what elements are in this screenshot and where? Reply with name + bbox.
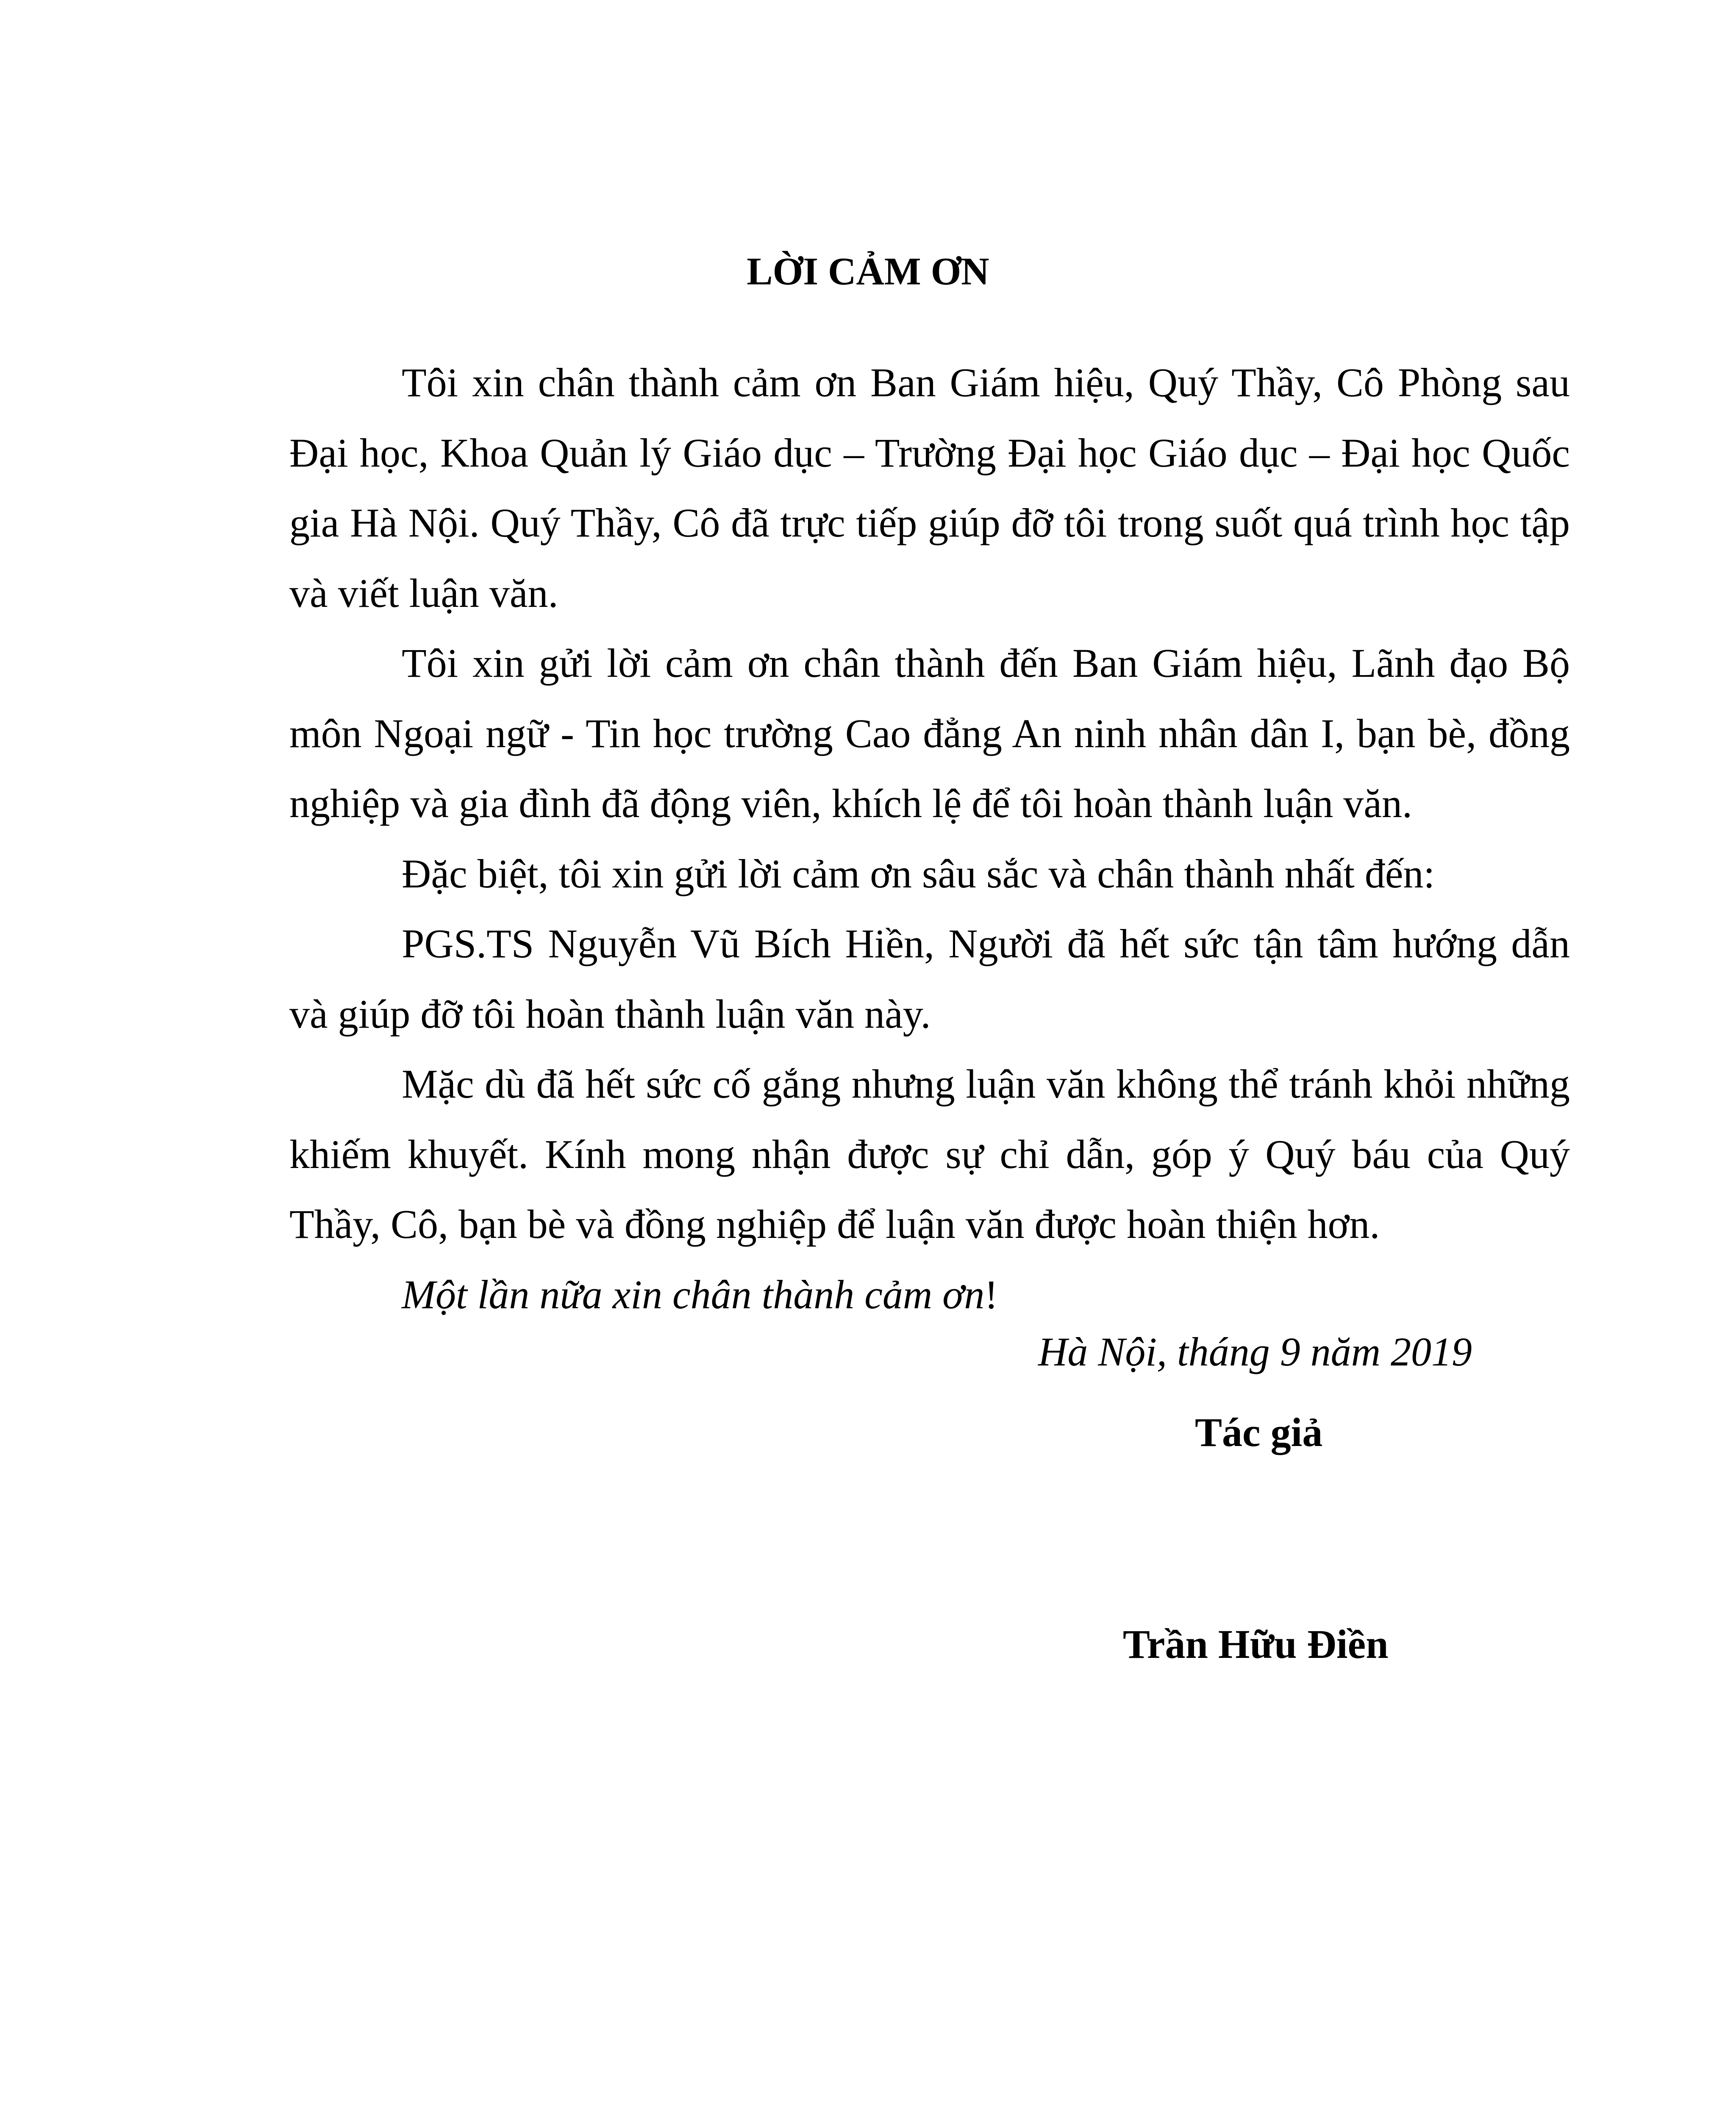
page-title: LỜI CẢM ƠN <box>747 250 989 293</box>
paragraph-thanks-supervisor: PGS.TS Nguyễn Vũ Bích Hiền, Người đã hết sức tận tâm hướng dẫn và giúp đỡ tôi hoàn thành luận văn này. <box>289 921 1570 1037</box>
paragraph-special-thanks: Đặc biệt, tôi xin gửi lời cảm ơn sâu sắc và chân thành nhất đến: <box>402 851 1435 896</box>
author-role-label: Tác giả <box>1195 1410 1323 1455</box>
paragraph-thanks-colleagues: Tôi xin gửi lời cảm ơn chân thành đến Ban Giám hiệu, Lãnh đạo Bộ môn Ngoại ngữ - Tin học trường Cao đẳng An ninh nhân dân I, bạn bè, đồng nghiệp và gia đình đã động viên, khích lệ để tôi hoàn thành luận văn. <box>289 640 1570 826</box>
acknowledgement-body <box>289 348 1570 1329</box>
author-name: Trần Hữu Điền <box>1123 1621 1389 1667</box>
closing-line <box>289 1260 1570 1330</box>
place-and-date: Hà Nội, tháng 9 năm 2019 <box>1038 1329 1472 1374</box>
closing-punctuation: ! <box>984 1271 998 1317</box>
paragraph-shortcomings: Mặc dù đã hết sức cố gắng nhưng luận văn không thể tránh khỏi những khiếm khuyết. Kính mong nhận được sự chỉ dẫn, góp ý Quý báu của Quý Thầy, Cô, bạn bè và đồng nghiệp để luận văn được hoàn thiện hơn. <box>289 1061 1570 1247</box>
closing-text: Một lần nữa xin chân thành cảm ơn <box>402 1271 985 1317</box>
paragraph-thanks-university: Tôi xin chân thành cảm ơn Ban Giám hiệu, Quý Thầy, Cô Phòng sau Đại học, Khoa Quản lý Giáo dục – Trường Đại học Giáo dục – Đại học Quốc gia Hà Nội. Quý Thầy, Cô đã trực tiếp giúp đỡ tôi trong suốt quá trình học tập và viết luận văn. <box>289 360 1570 616</box>
